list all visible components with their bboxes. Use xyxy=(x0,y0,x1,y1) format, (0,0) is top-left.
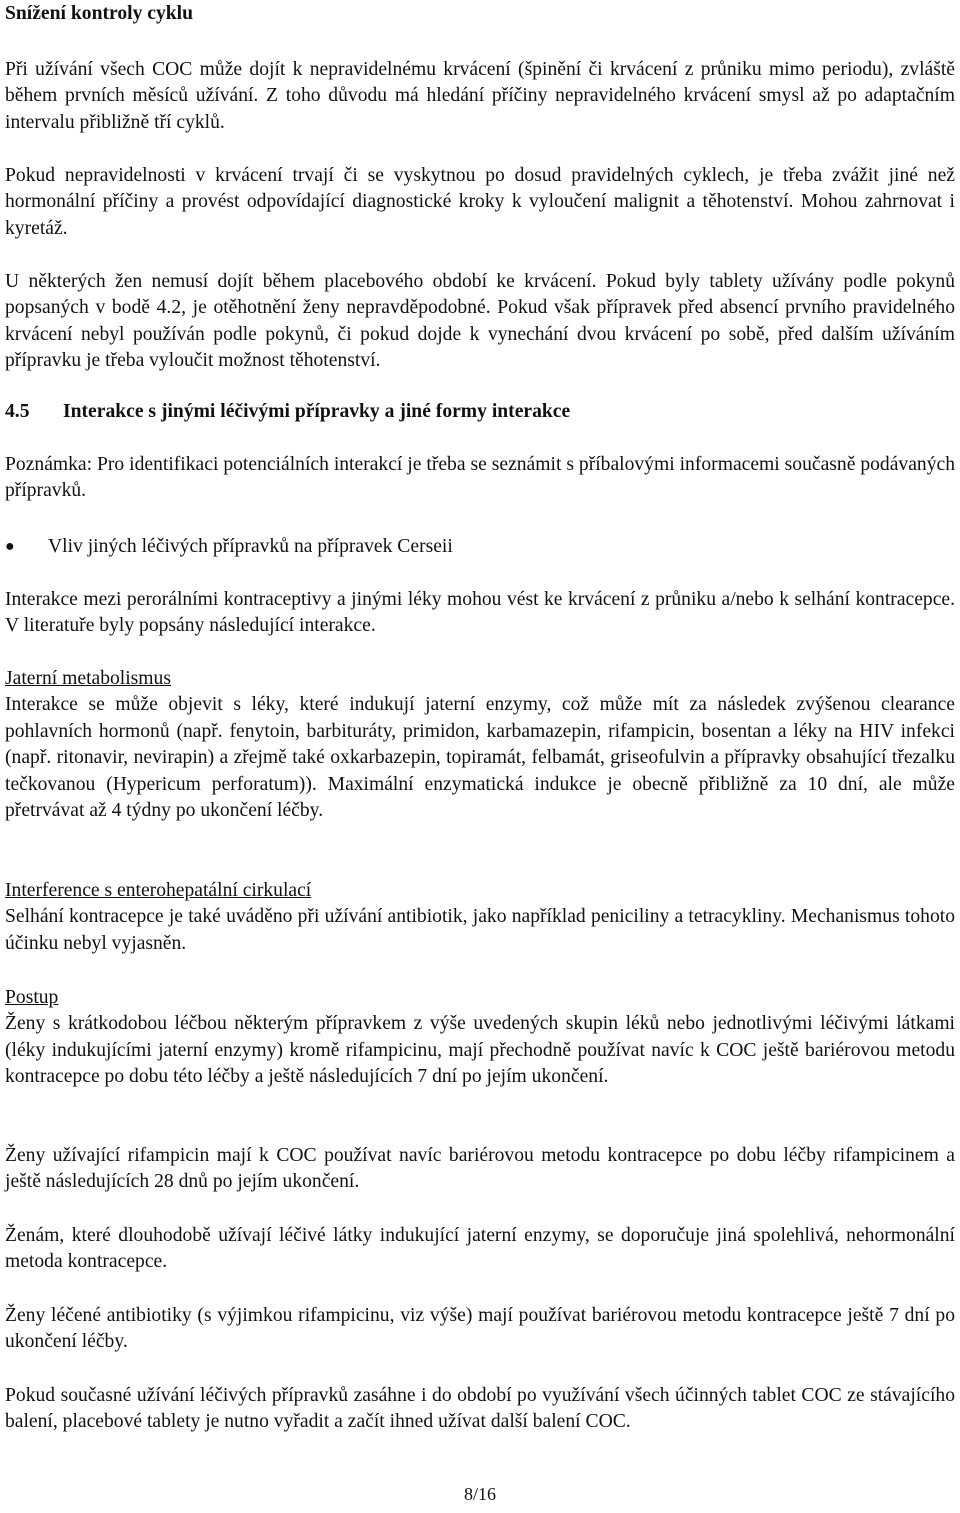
paragraph-persistent-irregularities: Pokud nepravidelnosti v krvácení trvají či se vyskytnou po dosud pravidelných cyklech, je třeba zvážit jiné než hormonální příčiny a provést odpovídající diagnostické kroky k vyloučení malignit a těhotenství. Mohou zahrnovat i kyretáž. xyxy=(5,165,955,239)
paragraph-antibiotics: Ženy léčené antibiotiky (s výjimkou rifampicinu, viz výše) mají používat bariérovou metodu kontracepce ještě 7 dní po ukončení léčby. xyxy=(5,1305,955,1353)
section-title-cycle-control: Snížení kontroly cyklu xyxy=(5,3,193,24)
subsection-heading: Jaterní metabolismus xyxy=(5,668,171,689)
paragraph-rifampicin: Ženy užívající rifampicin mají k COC používat navíc bariérovou metodu kontracepce po dobu léčby rifampicinem a ještě následujících 28 dnů po jejím ukončení. xyxy=(5,1145,955,1193)
subsection-enterohepatic-circulation xyxy=(5,878,955,957)
subsection-heading: Postup xyxy=(5,987,59,1008)
paragraph-interactions-intro: Interakce mezi perorálními kontraceptivy a jinými léky mohou vést ke krvácení z průniku a/nebo k selhání kontracepce. V literatuře byly popsány následující interakce. xyxy=(5,589,955,637)
page-number: 8/16 xyxy=(463,1484,496,1504)
paragraph-missing-withdrawal-bleeding: U některých žen nemusí dojít během placebového období ke krvácení. Pokud byly tablety užívány podle pokynů popsaných v bodě 4.2, je otěhotnění ženy nepravděpodobné. Pokud však přípravek před absencí prvního pravidelného krvácení nebyl používán podle pokynů, či pokud dojde k vynechání dvou krvácení po sobě, před dalším užíváním přípravku je třeba vyloučit možnost těhotenství. xyxy=(5,271,955,372)
subsection-text: Ženy s krátkodobou léčbou některým přípravkem z výše uvedených skupin léků nebo jednotlivými léčivými látkami (léky indukujícími jaterní enzymy) kromě rifampicinu, mají přechodně používat navíc k COC ještě bariérovou metodu kontracepce po dobu této léčby a ještě následujících 7 dní po jejím ukončení. xyxy=(5,1013,955,1088)
section-heading-interactions xyxy=(5,399,570,425)
paragraph-note: Poznámka: Pro identifikaci potenciálních interakcí je třeba se seznámit s příbalovými informacemi současně podávaných přípravků. xyxy=(5,454,955,502)
subsection-heading: Interference s enterohepatální cirkulací xyxy=(5,880,312,901)
bullet-text: Vliv jiných léčivých přípravků na přípravek Cerseii xyxy=(48,536,453,557)
bullet-icon: ● xyxy=(5,538,15,555)
subsection-hepatic-metabolism xyxy=(5,666,955,824)
paragraph-long-term-inducers: Ženám, které dlouhodobě užívají léčivé látky indukující jaterní enzymy, se doporučuje jiná spolehlivá, nehormonální metoda kontracepce. xyxy=(5,1225,955,1273)
section-number: 4.5 xyxy=(5,401,30,422)
bullet-item xyxy=(5,534,955,560)
paragraph-placebo-tablets: Pokud současné užívání léčivých přípravků zasáhne i do období po využívání všech účinných tablet COC ze stávajícího balení, placebové tablety je nutno vyřadit a začít ihned užívat další balení COC. xyxy=(5,1385,955,1433)
subsection-procedure xyxy=(5,985,955,1091)
subsection-text: Selhání kontracepce je také uváděno při užívání antibiotik, jako například peniciliny a tetracykliny. Mechanismus tohoto účinku nebyl vyjasněn. xyxy=(5,906,955,954)
subsection-text: Interakce se může objevit s léky, které indukují jaterní enzymy, což může mít za následek zvýšenou clearance pohlavních hormonů (např. fenytoin, barbituráty, primidon, karbamazepin, rifampicin, bosentan a léky na HIV infekci (např. ritonavir, nevirapin) a zřejmě také oxkarbazepin, topiramát, felbamát, griseofulvin a přípravky obsahující třezalku tečkovanou (Hypericum perforatum)). Maximální enzymatická indukce je obecně přibližně za 10 dní, ale může přetrvávat až 4 týdny po ukončení léčby. xyxy=(5,694,955,822)
section-heading-text: Interakce s jinými léčivými přípravky a jiné formy interakce xyxy=(63,401,571,422)
paragraph-irregular-bleeding: Při užívání všech COC může dojít k nepravidelnému krvácení (špinění či krvácení z průniku mimo periodu), zvláště během prvních měsíců užívání. Z toho důvodu má hledání příčiny nepravidelného krvácení smysl až po adaptačním intervalu přibližně tří cyklů. xyxy=(5,59,955,133)
